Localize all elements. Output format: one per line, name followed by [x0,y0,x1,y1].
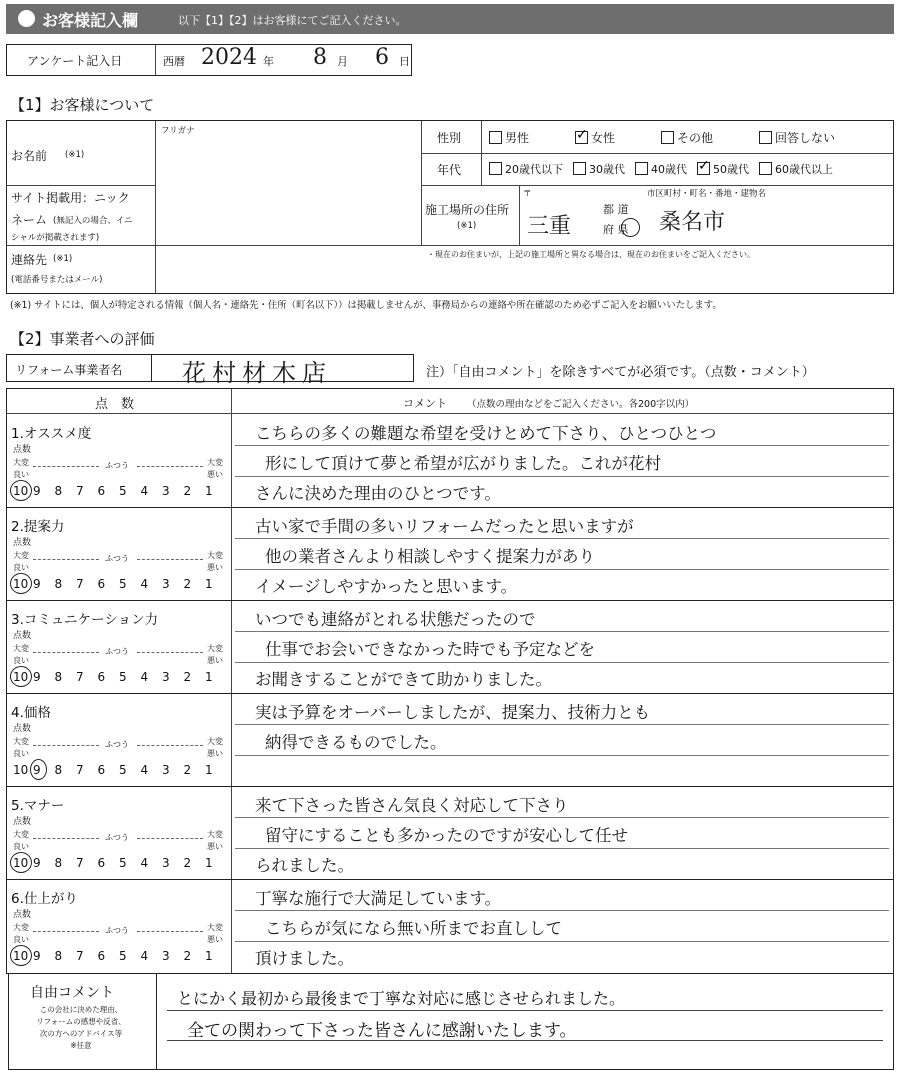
option-label: 50歳代 [713,163,749,176]
evaluation-row [7,879,893,972]
bad-label: 悪い [207,749,223,758]
score-option[interactable]: 8 [54,484,63,498]
great-label: 大変 [13,737,29,746]
free-comment-note: この会社に決めた理由、 リフォームの感想や反省、 次の方へのアドバイス等 ※任意 [36,1005,126,1050]
company-name-handwritten: 花村材木店 [182,359,332,387]
score-option[interactable]: 5 [119,763,127,777]
score-option[interactable]: 10 [13,763,29,777]
score-option[interactable]: 1 [205,763,213,777]
great-label: 大変 [13,644,29,653]
score-option[interactable]: 1 [205,670,213,684]
comment-header-note: （点数の理由などをご記入ください。各200字以内） [467,399,695,410]
score-option[interactable]: 8 [54,763,63,777]
option-1[interactable] [573,163,625,176]
checkbox-icon[interactable] [759,162,772,175]
score-option[interactable]: 5 [119,670,127,684]
score-option[interactable]: 4 [140,670,149,684]
score-option[interactable]: 3 [162,670,170,684]
item-title: 1.オススメ度 [11,426,92,442]
comment-field[interactable] [233,414,891,507]
comment-line: いつでも連絡がとれる状態だったので [255,610,536,629]
comment-field[interactable] [233,600,891,693]
evaluation-row [7,693,893,786]
score-option[interactable]: 9 [33,577,41,591]
nickname-note-2: シャルが掲載されます) [11,233,100,243]
arrow-left-icon [33,838,99,839]
option-3[interactable] [759,131,835,145]
score-option[interactable]: 10 [13,856,29,870]
company-label: リフォーム事業者名 [15,363,123,377]
city-note: 市区町村・町名・番地・建物名 [647,189,767,199]
arrow-right-icon [137,838,203,839]
normal-label: ふつう [105,461,129,470]
survey-month[interactable]: 8 [313,45,327,70]
contact-label: 連絡先 [11,253,48,267]
good-label: 良い [13,935,29,944]
points-label: 点数 [13,631,32,641]
nickname-note: (無記入の場合、イニ [53,216,133,226]
option-2[interactable] [661,131,713,145]
required-note: 注）「自由コメント」を除きすべてが必須です。（点数・コメント） [426,365,815,380]
selected-score-circle [10,480,32,501]
score-option[interactable]: 7 [76,763,84,777]
comment-field[interactable] [233,507,891,600]
score-option[interactable]: 8 [54,949,63,963]
selected-score-circle [10,573,32,594]
arrow-left-icon [33,931,99,932]
year-unit: 年 [263,55,274,68]
score-option[interactable]: 3 [162,484,170,498]
comment-line: 留守にすることも多かったのですが安心して任せ [265,826,628,845]
option-label: 60歳代以上 [775,163,833,176]
score-option[interactable]: 1 [205,949,213,963]
score-option[interactable]: 7 [76,484,84,498]
score-option[interactable]: 1 [205,577,213,591]
comment-field[interactable] [233,693,891,786]
option-label: 女性 [591,131,616,145]
score-option[interactable]: 2 [183,670,192,684]
comment-line: 古い家で手間の多いリフォームだったと思いますが [255,517,634,536]
score-option[interactable]: 9 [33,484,41,498]
section2-title: 【2】事業者への評価 [10,330,155,348]
score-option[interactable]: 8 [54,670,63,684]
good-label: 良い [13,656,29,665]
checkbox-icon[interactable] [489,162,502,175]
points-label: 点数 [13,910,32,920]
score-option[interactable]: 7 [76,856,84,870]
name-label: お名前 [11,149,48,163]
free-comment-line: とにかく最初から最後まで丁寧な対応に感じさせられました。 [177,989,626,1008]
evaluation-table [6,388,894,974]
score-option[interactable]: 3 [162,856,170,870]
age-options [489,161,843,177]
bad-label: 悪い [207,935,223,944]
postal-mark: 〒 [523,189,532,199]
checkbox-icon[interactable] [759,131,772,144]
comment-header: コメント [403,397,447,410]
option-label: その他 [677,131,714,145]
address-note: (※1) [457,221,477,231]
arrow-right-icon [137,931,203,932]
gender-options [489,129,881,146]
checkbox-icon[interactable] [573,162,586,175]
score-option[interactable]: 3 [162,763,170,777]
option-label: 30歳代 [589,163,625,176]
arrow-left-icon [33,652,99,653]
footnote: (※1) サイトには、個人が特定される情報（個人名・連絡先・住所（町名以下））は掲載しませんが、事務局からの連絡や所在確認のため必ずご記入をお願いいたします。 [10,300,722,311]
normal-label: ふつう [105,647,129,656]
option-label: 20歳代以下 [505,163,563,176]
score-option[interactable]: 1 [205,484,213,498]
company-name-field[interactable] [152,354,414,387]
option-label: 回答しない [775,131,836,145]
checkbox-icon[interactable] [635,162,648,175]
nickname-label-2: ネーム [11,213,48,227]
score-option[interactable]: 6 [97,484,106,498]
great-label: 大変 [13,830,29,839]
comment-line: 実は予算をオーバーしましたが、提案力、技術力とも [255,703,651,722]
score-option[interactable]: 4 [140,856,149,870]
points-label: 点数 [13,445,32,455]
to-do-label: 都 道 [603,203,629,216]
item-title: 5.マナー [11,798,65,814]
day-unit: 日 [399,55,410,68]
very-label: 大変 [207,644,223,653]
bad-label: 悪い [207,842,223,851]
arrow-right-icon [137,652,203,653]
arrow-right-icon [137,559,203,560]
normal-label: ふつう [105,926,129,935]
good-label: 良い [13,563,29,572]
arrow-right-icon [137,745,203,746]
score-option[interactable]: 7 [76,577,84,591]
points-label: 点数 [13,538,32,548]
free-comment-label: 自由コメント [30,985,114,1001]
header-note: 以下【1】【2】はお客様にてご記入ください。 [178,14,407,27]
score-option[interactable]: 8 [54,856,63,870]
company-label-box [6,354,152,382]
comment-line: お聞きすることができて助かりました。 [255,670,552,689]
score-option[interactable]: 6 [97,763,106,777]
city-handwritten[interactable]: 桑名市 [659,210,726,235]
header-title: お客様記入欄 [42,11,139,30]
option-2[interactable] [635,163,687,176]
checkbox-icon[interactable] [489,131,502,144]
comment-line: 来て下さった皆さん気良く対応して下さり [255,796,569,815]
great-label: 大変 [13,923,29,932]
address-label: 施工場所の住所 [425,203,510,217]
free-comment-field[interactable] [156,974,894,1070]
option-4[interactable] [759,163,833,176]
arrow-left-icon [33,466,99,467]
bad-label: 悪い [207,470,223,479]
score-option[interactable]: 6 [97,577,106,591]
normal-label: ふつう [105,833,129,842]
score-option[interactable]: 9 [33,763,41,777]
section1-title: 【1】お客様について [10,96,155,114]
great-label: 大変 [13,458,29,467]
free-comment-area [6,974,894,1074]
selected-score-circle [10,666,32,687]
option-1[interactable] [575,131,615,145]
selected-score-circle [10,945,32,966]
fu-ken-label: 府 県 [603,223,629,236]
great-label: 大変 [13,551,29,560]
points-label: 点数 [13,817,32,827]
score-option[interactable]: 1 [205,856,213,870]
name-note: (※1) [65,150,85,160]
comment-line: こちらが気になら無い所までお直しして [265,919,562,938]
selected-score-circle [30,759,47,780]
checkbox-icon[interactable] [575,131,588,144]
arrow-left-icon [33,745,99,746]
very-label: 大変 [207,830,223,839]
score-option[interactable]: 7 [76,670,84,684]
prefecture-handwritten[interactable]: 三重 [527,214,572,239]
header-bar [6,4,894,34]
normal-label: ふつう [105,740,129,749]
gender-label: 性別 [437,131,462,145]
comment-line: イメージしやすかったと思います。 [255,577,518,596]
option-0[interactable] [489,131,529,145]
header-bullet-icon [18,10,35,27]
comment-field[interactable] [233,879,891,972]
comment-line: 仕事でお会いできなかった時でも予定などを [265,640,595,659]
survey-date-label: アンケート記入日 [27,54,123,68]
nickname-field[interactable] [157,187,419,243]
score-option[interactable]: 9 [33,949,41,963]
score-option[interactable]: 5 [119,577,127,591]
score-option[interactable]: 4 [140,484,149,498]
normal-label: ふつう [105,554,129,563]
checkbox-icon[interactable] [697,162,710,175]
very-label: 大変 [207,458,223,467]
score-option[interactable]: 9 [33,670,41,684]
comment-line: さんに決めた理由のひとつです。 [255,484,501,503]
arrow-right-icon [137,466,203,467]
age-label: 年代 [437,163,462,177]
checkbox-icon[interactable] [661,131,674,144]
comment-line: こちらの多くの難題な希望を受けとめて下さり、ひとつひとつ [255,424,717,443]
score-option[interactable]: 2 [183,763,192,777]
score-option[interactable]: 9 [33,856,41,870]
item-title: 2.提案力 [11,519,65,535]
month-unit: 月 [337,55,348,68]
score-option[interactable]: 2 [183,577,192,591]
survey-date-box [6,44,412,76]
current-address-note: ・現在のお住まいが、上記の施工場所と異なる場合は、現在のお住まいをご記入ください。 [427,250,755,259]
option-label: 男性 [505,131,530,145]
bad-label: 悪い [207,563,223,572]
furigana-label: フリガナ [161,126,195,136]
nickname-label: サイト掲載用：ニック [11,191,130,205]
survey-year[interactable]: 2024 [201,45,257,70]
era-label: 西暦 [163,55,185,68]
option-0[interactable] [489,163,563,176]
evaluation-row [7,600,893,693]
score-option[interactable]: 4 [140,577,149,591]
good-label: 良い [13,842,29,851]
score-option[interactable]: 6 [97,856,106,870]
score-option[interactable]: 10 [13,949,29,963]
option-label: 40歳代 [651,163,687,176]
customer-info-table [6,120,894,294]
option-3[interactable] [697,163,749,176]
comment-line: 納得できるものでした。 [265,733,447,752]
points-label: 点数 [13,724,32,734]
bad-label: 悪い [207,656,223,665]
survey-day[interactable]: 6 [375,45,389,70]
comment-line: 丁寧な施行で大満足しています。 [255,889,502,908]
score-option[interactable]: 3 [162,577,170,591]
comment-line: 頂けました。 [255,949,354,968]
item-title: 4.価格 [11,705,51,721]
evaluation-row [7,507,893,600]
comment-line: 形にして頂けて夢と希望が広がりました。これが花村 [265,454,661,473]
very-label: 大変 [207,737,223,746]
score-option[interactable]: 5 [119,484,127,498]
score-option[interactable]: 10 [13,670,29,684]
score-option[interactable]: 10 [13,577,29,591]
score-option[interactable]: 2 [183,949,192,963]
comment-line: られました。 [255,856,354,875]
selected-score-circle [10,852,32,873]
score-option[interactable]: 2 [183,484,192,498]
score-option[interactable]: 6 [97,949,106,963]
very-label: 大変 [207,551,223,560]
evaluation-row [7,414,893,507]
comment-field[interactable] [233,786,891,879]
arrow-left-icon [33,559,99,560]
score-option[interactable]: 2 [183,856,192,870]
score-option[interactable]: 3 [162,949,170,963]
score-option[interactable]: 4 [140,949,149,963]
evaluation-row [7,786,893,879]
contact-note-2: (電話番号またはメール) [11,275,103,285]
score-option[interactable]: 5 [119,856,127,870]
good-label: 良い [13,470,29,479]
name-field[interactable] [157,139,419,183]
very-label: 大変 [207,923,223,932]
contact-note: (※1) [53,254,73,264]
score-option[interactable]: 4 [140,763,149,777]
item-title: 6.仕上がり [11,891,78,907]
score-option[interactable]: 6 [97,670,106,684]
good-label: 良い [13,749,29,758]
score-option[interactable]: 10 [13,484,29,498]
ken-circle-mark [621,218,640,237]
score-option[interactable]: 5 [119,949,127,963]
item-title: 3.コミュニケーション力 [11,612,159,628]
score-option[interactable]: 7 [76,949,84,963]
free-comment-line: 全ての関わって下さった皆さんに感謝いたします。 [187,1021,577,1041]
score-option[interactable]: 8 [54,577,63,591]
comment-line: 他の業者さんより相談しやすく提案力があり [265,547,595,566]
score-header: 点 数 [95,397,135,412]
